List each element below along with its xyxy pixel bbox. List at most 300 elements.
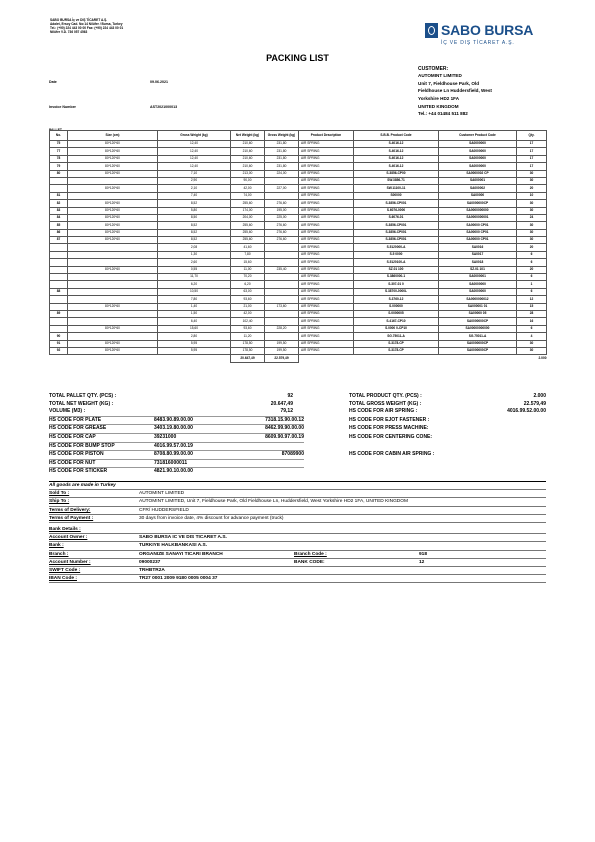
terms-label: Terms of Payment : [49,515,94,521]
row-qty-cell: 6 [517,274,547,281]
customer-title: CUSTOMER: [418,66,449,72]
row-qty-cell: 16 [517,318,547,325]
row-size-cell [68,251,158,258]
row-weight-unit-cell: 6,20 [158,281,231,288]
row-no-cell: 89 [50,310,68,317]
row-description-cell: AIR SPRING [299,340,354,347]
col-size: Size (cm) [68,131,158,141]
bank-value: TURKIYE HALKBANKASI A.S. [139,543,208,549]
bank-row [49,534,546,542]
table-row [50,347,547,354]
col-gross-weight-unit: Gross Weight (kg) [158,131,231,141]
bank-value: TR27 0001 2009 9180 0005 0004 37 [139,576,218,582]
row-net-weight-cell: 42,00 [231,185,265,192]
row-gross-weight-cell [265,281,299,288]
row-description-cell: AIR SPRING [299,214,354,221]
row-weight-unit-cell: 8,52 [158,229,231,236]
row-customer-code-cell: SA0000000012 [439,296,517,303]
row-gross-weight-cell: 199,50 [265,340,299,347]
row-description-cell: AIR SPRING [299,333,354,340]
row-qty-cell: 6 [517,259,547,266]
row-size-cell [68,288,158,295]
row-weight-unit-cell: 15,60 [158,325,231,332]
row-no-cell: 92 [50,347,68,354]
row-size-cell [68,192,158,199]
row-gross-weight-cell: 276,60 [265,222,299,229]
col-no: No. [50,131,68,141]
row-no-cell: 75 [50,141,68,148]
summary-row [49,433,433,442]
terms-row [49,490,546,498]
row-description-cell: AIR SPRING [299,288,354,295]
row-product-code-cell: S.3856-CP001 [354,222,439,229]
origin-note: All goods are made in Turkey [49,483,116,488]
bank-row [49,551,546,559]
row-size-cell: 80*120*60 [68,340,158,347]
row-gross-weight-cell [265,274,299,281]
row-customer-code-cell: SA0000000 [439,288,517,295]
row-description-cell: AIR SPRING [299,318,354,325]
row-qty-cell: 30 [517,170,547,177]
col-gross-weight: Gross Weight (kg) [265,131,299,141]
company-logo [425,21,540,53]
row-net-weight-cell: 74,00 [231,192,265,199]
row-product-code-cell: S.38700-0000L [354,288,439,295]
row-product-code-cell: S.4167-CP10 [354,318,439,325]
row-product-code-cell: S.0000 0-CP10 [354,325,439,332]
summary-left-label: HS CODE FOR BUMP STOP [49,442,115,449]
row-no-cell: 85 [50,222,68,229]
row-size-cell: 80*120*60 [68,170,158,177]
table-row [50,266,547,273]
row-no-cell [50,318,68,325]
row-gross-weight-cell [265,259,299,266]
row-size-cell: 80*120*60 [68,347,158,354]
table-row [50,274,547,281]
row-customer-code-cell: SA00000 CP01 [439,229,517,236]
summary-left-label: HS CODE FOR CAP [49,433,96,440]
row-net-weight-cell: 6,20 [231,281,265,288]
row-no-cell: 79 [50,163,68,170]
row-product-code-cell: S.3178-CP [354,347,439,354]
row-weight-unit-cell: 1,40 [158,303,231,310]
row-customer-code-cell: SA0000000 [439,141,517,148]
logo-mark-icon [425,23,438,38]
row-qty-cell: 20 [517,185,547,192]
bank-label: Account Owner : [49,535,88,541]
summary-left-label: HS CODE FOR GREASE [49,425,107,432]
bank-label: IBAN Code : [49,576,77,582]
row-size-cell [68,333,158,340]
row-description-cell: AIR SPRING [299,281,354,288]
table-totals-row [50,355,547,362]
row-gross-weight-cell: 276,60 [265,200,299,207]
table-row [50,281,547,288]
row-customer-code-cell: SZ.01 101 [439,266,517,273]
table-row [50,259,547,266]
row-description-cell: AIR SPRING [299,251,354,258]
row-description-cell: AIR SPRING [299,177,354,184]
row-customer-code-cell: SA00000 CP01 [439,237,517,244]
row-description-cell: AIR SPRING [299,200,354,207]
summary-left-value: 8483.90.89.00.00 [154,416,193,423]
row-customer-code-cell: SA0017 [439,251,517,258]
row-description-cell: AIR SPRING [299,207,354,214]
terms-label: Terms of Delivery: [49,507,91,513]
row-product-code-cell: S.307-01 0 [354,281,439,288]
row-net-weight-cell: 255,60 [231,237,265,244]
row-net-weight-cell: 93,60 [231,296,265,303]
summary-row [49,424,429,433]
summary-left-value: 8708.80.99.00.00 [154,451,193,458]
bank-row [49,575,546,583]
row-size-cell: 80*120*60 [68,222,158,229]
row-weight-unit-cell: 5,80 [158,207,231,214]
summary-left-value: 39231000 [154,433,177,440]
row-description-cell: AIR SPRING [299,222,354,229]
row-description-cell: AIR SPRING [299,229,354,236]
row-no-cell [50,244,68,251]
company-phone: Tel.: (+90) 224 443 00 00 Fax: (+90) 224 443 00 01 [50,26,124,30]
terms-section [49,481,546,523]
summary-row [49,442,304,451]
row-weight-unit-cell: 5,95 [158,340,231,347]
row-weight-unit-cell: 5,95 [158,347,231,354]
summary-left-label: HS CODE FOR PLATE [49,416,102,423]
row-size-cell: 80*120*60 [68,155,158,162]
row-net-weight-cell: 15,60 [231,259,265,266]
bank-value: TRHBTR2A [139,567,165,573]
document-title: PACKING LIST [266,53,329,63]
row-net-weight-cell: 178,50 [231,340,265,347]
row-description-cell: AIR SPRING [299,303,354,310]
summary-left-value: 79,12 [280,408,293,415]
row-qty-cell: 20 [517,244,547,251]
row-product-code-cell: S.4016-12 [354,148,439,155]
row-customer-code-cell: SA00000 05 [439,310,517,317]
row-qty-cell: 6 [517,251,547,258]
row-net-weight-cell: 210,60 [231,148,265,155]
summary-right-label: TOTAL GROSS WEIGHT (KG) : [349,400,422,407]
row-description-cell: AIR SPRING [299,274,354,281]
total-qty-cell: 2.000 [538,355,547,360]
summary-right-value: 8462.99.90.00.00 [265,425,304,432]
terms-row [49,507,546,515]
row-net-weight-cell: 70,20 [231,274,265,281]
row-product-code-cell: S.3856-CP001 [354,237,439,244]
table-row [50,177,547,184]
customer-line: AUTOMINT LIMITED [418,73,462,79]
company-address: Adalet, Ersoy Cad. No:14 Nilüfer / Bursa, Turkey [50,22,123,26]
table-row [50,303,547,310]
row-size-cell: 80*120*60 [68,185,158,192]
col-description: Product Description [299,131,354,141]
row-gross-weight-cell: 276,60 [265,237,299,244]
row-weight-unit-cell: 12,40 [158,155,231,162]
row-description-cell: AIR SPRING [299,141,354,148]
row-customer-code-cell: SA0016 [439,244,517,251]
row-gross-weight-cell: 173,60 [265,303,299,310]
row-product-code-cell: S.3178-CP [354,340,439,347]
table-row [50,148,547,155]
row-no-cell: 91 [50,340,68,347]
row-net-weight-cell: 63,00 [231,288,265,295]
row-size-cell: 80*120*60 [68,148,158,155]
terms-value: 30 days from invoice date, 4% discount for advance payment (truck) [139,515,284,521]
row-size-cell: 80*120*60 [68,229,158,236]
terms-label: Sold To : [49,491,70,497]
row-qty-cell: 6 [517,288,547,295]
row-description-cell: AIR SPRING [299,170,354,177]
table-row [50,318,547,325]
row-size-cell: 80*120*60 [68,266,158,273]
col-customer-code: Customer Product Code [439,131,517,141]
col-qty: Qty. [517,131,547,141]
bank-label: Account Number : [49,559,91,565]
table-row [50,244,547,251]
summary-right-value: 87089900 [281,451,304,458]
row-gross-weight-cell: 235,40 [265,266,299,273]
summary-left-label: HS CODE FOR NUT [49,459,96,466]
bank-extra-label: BANK CODE: [294,559,325,565]
row-qty-cell: 17 [517,155,547,162]
row-gross-weight-cell [265,251,299,258]
date-label: Date [49,80,57,84]
row-no-cell [50,259,68,266]
row-qty-cell: 1 [517,281,547,288]
row-gross-weight-cell: 231,80 [265,141,299,148]
bank-value: SABO BURSA IC VE DIS TICARET A.S. [139,535,227,541]
terms-label: Ship To : [49,499,70,505]
row-net-weight-cell: 255,60 [231,229,265,236]
row-description-cell: AIR SPRING [299,266,354,273]
bank-value: ORGANIZE SANAYI TICARI BRANCH [139,551,223,557]
row-customer-code-cell: SA00000 CP01 [439,222,517,229]
terms-row [49,498,546,506]
row-description-cell: AIR SPRING [299,259,354,266]
row-customer-code-cell: SA0000000 [439,155,517,162]
bank-extra-value: 12 [419,559,425,565]
row-qty-cell: 15 [517,303,547,310]
row-weight-unit-cell: 7,40 [158,192,231,199]
row-description-cell: AIR SPRING [299,325,354,332]
row-qty-cell: 10 [517,192,547,199]
row-customer-code-cell: SA0000000CP [439,347,517,354]
bank-section [49,526,546,583]
row-weight-unit-cell: 2,80 [158,333,231,340]
row-no-cell: 84 [50,214,68,221]
row-weight-unit-cell: 7,10 [158,170,231,177]
bank-label: Bank : [49,543,64,549]
row-weight-unit-cell: 10,50 [158,288,231,295]
row-product-code-cell: S.4016-12 [354,163,439,170]
row-customer-code-cell: SA0000000001 [439,214,517,221]
row-no-cell: 87 [50,237,68,244]
summary-left-value: 731816000011 [154,459,188,466]
row-gross-weight-cell: 199,50 [265,347,299,354]
row-weight-unit-cell: 12,40 [158,148,231,155]
row-customer-code-cell: SA0000002 CP [439,170,517,177]
row-qty-cell: 30 [517,207,547,214]
row-weight-unit-cell: 12,40 [158,163,231,170]
row-description-cell: AIR SPRING [299,310,354,317]
invoice-value: AST2021000013 [150,105,178,109]
row-description-cell: AIR SPRING [299,163,354,170]
summary-left-value: 4821.90.10.00.00 [154,468,193,475]
table-row [50,207,547,214]
row-product-code-cell: S.000000 [354,303,439,310]
summary-right-label: HS CODE FOR PRESS MACHINE: [349,425,429,432]
row-net-weight-cell: 210,60 [231,141,265,148]
row-net-weight-cell: 213,00 [231,170,265,177]
row-size-cell: 80*120*60 [68,237,158,244]
table-row [50,141,547,148]
summary-left-label: HS CODE FOR PISTON [49,451,104,458]
row-customer-code-cell: SA0000000000 [439,207,517,214]
summary-row [49,416,430,425]
row-customer-code-cell: SA0000000 [439,281,517,288]
row-weight-unit-cell: 11,70 [158,274,231,281]
row-no-cell: 82 [50,200,68,207]
table-header-row [50,131,547,141]
summary-left-label: TOTAL NET WEIGHT (KG) : [49,400,114,407]
row-no-cell [50,325,68,332]
total-net-weight-cell: 20.647,49 [231,355,265,362]
summary-left-value: 4016.99.57.00.19 [154,442,193,449]
row-no-cell: 78 [50,155,68,162]
table-row [50,288,547,295]
terms-row [49,515,546,523]
row-customer-code-cell: SA00000 [439,192,517,199]
row-weight-unit-cell: 8,52 [158,200,231,207]
row-no-cell: 88 [50,288,68,295]
row-customer-code-cell: SA0000000CP [439,340,517,347]
row-gross-weight-cell [265,288,299,295]
table-row [50,325,547,332]
row-no-cell [50,251,68,258]
row-qty-cell: 24 [517,214,547,221]
row-description-cell: AIR SPRING [299,347,354,354]
company-tax: Nilüfer V.D. 736 057 4563 [50,30,88,34]
row-no-cell [50,303,68,310]
row-customer-code-cell: SA0000000 [439,148,517,155]
summary-right-value: 7318.15.90.00.12 [265,416,304,423]
summary-left-label: HS CODE FOR STICKER [49,468,108,475]
pallet-caption: PALLET [49,128,62,132]
summary-left-label: VOLUME (M3) : [49,408,86,415]
summary-left-label: TOTAL PALLET QTY. (PCS) : [49,393,117,399]
row-weight-unit-cell: 6,40 [158,318,231,325]
row-qty-cell: 30 [517,200,547,207]
summary-right-label: HS CODE FOR CABIN AIR SPRING : [349,451,435,458]
row-product-code-cell: S.3856-CP001 [354,229,439,236]
row-qty-cell: 12 [517,296,547,303]
bank-row [49,567,546,575]
row-customer-code-cell: SA000002 [439,185,517,192]
table-row [50,155,547,162]
row-qty-cell: 30 [517,340,547,347]
row-customer-code-cell: SA0000001 [439,274,517,281]
summary-row [49,450,435,459]
row-size-cell [68,244,158,251]
row-qty-cell: 30 [517,177,547,184]
terms-value: CFR/ HUDDERSFIELD [139,507,189,513]
row-no-cell [50,177,68,184]
row-no-cell [50,185,68,192]
table-row [50,185,547,192]
row-qty-cell: 28 [517,310,547,317]
row-qty-cell: 6 [517,325,547,332]
customer-block [418,66,578,118]
table-row [50,163,547,170]
row-product-code-cell: SW.3856-71 [354,177,439,184]
invoice-label: Invoice Number [49,105,76,109]
summary-right-value: 22.579,49 [523,400,546,407]
customer-line: Tel.: +44 01484 511 882 [418,111,468,117]
logo-subtitle: İÇ VE DIŞ TİCARET A.Ş. [441,40,515,46]
row-net-weight-cell: 210,60 [231,163,265,170]
row-size-cell [68,296,158,303]
row-product-code-cell: S.3856-CP001 [354,200,439,207]
row-gross-weight-cell: 231,80 [265,155,299,162]
packing-table [49,130,547,363]
row-weight-unit-cell: 8,50 [158,214,231,221]
row-gross-weight-cell: 224,00 [265,170,299,177]
row-gross-weight-cell: 228,20 [265,325,299,332]
bank-row [49,559,546,567]
row-description-cell: AIR SPRING [299,244,354,251]
summary-right-value: 8609.90.97.00.19 [265,433,304,440]
row-product-code-cell: S.0000005 [354,310,439,317]
row-weight-unit-cell: 12,40 [158,141,231,148]
row-customer-code-cell: SA0000000CP [439,200,517,207]
row-no-cell [50,274,68,281]
row-product-code-cell: S.3860000-1 [354,274,439,281]
row-net-weight-cell: 255,60 [231,222,265,229]
bank-extra-label: Branch Code : [294,551,327,557]
row-net-weight-cell: 7,80 [231,251,265,258]
row-customer-code-cell: SA000001 [439,177,517,184]
row-gross-weight-cell [265,310,299,317]
row-weight-unit-cell: 8,52 [158,237,231,244]
row-customer-code-cell: SA000001 01 [439,303,517,310]
table-row [50,229,547,236]
table-row [50,251,547,258]
row-gross-weight-cell: 231,80 [265,148,299,155]
date-value: 09.06.2021 [150,80,168,84]
row-gross-weight-cell [265,296,299,303]
row-description-cell: AIR SPRING [299,192,354,199]
row-product-code-cell: S00000 [354,192,439,199]
row-customer-code-cell: SA0000000 [439,163,517,170]
row-size-cell: 80*120*60 [68,200,158,207]
table-row [50,214,547,221]
summary-row [49,467,304,476]
table-row [50,192,547,199]
row-weight-unit-cell: 7,80 [158,296,231,303]
row-weight-unit-cell: 0,55 [158,266,231,273]
summary-row [49,401,546,409]
table-row [50,310,547,317]
summary-right-value: 2.000 [533,393,546,399]
row-qty-cell: 30 [517,347,547,354]
row-no-cell: 77 [50,148,68,155]
row-size-cell: 80*120*60 [68,325,158,332]
summary-left-value: 92 [287,393,293,399]
row-no-cell: 83 [50,207,68,214]
row-gross-weight-cell: 225,00 [265,214,299,221]
row-net-weight-cell: 102,40 [231,318,265,325]
